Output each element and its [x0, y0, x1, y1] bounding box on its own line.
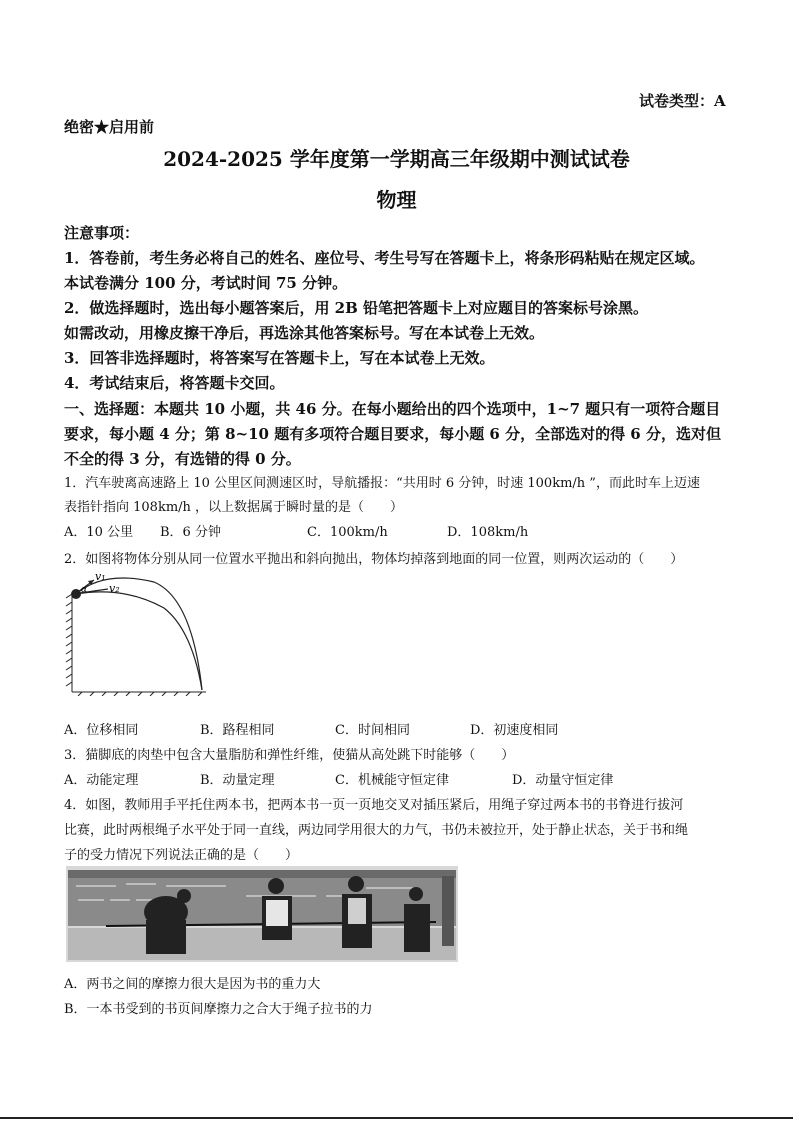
- note-line: 本试卷满分 100 分，考试时间 75 分钟。: [64, 274, 348, 292]
- alpha-label: α: [81, 585, 88, 595]
- projectile-diagram: [64, 568, 214, 696]
- q1-option-a: A．10 公里: [64, 525, 134, 540]
- subject-title: 物理: [376, 188, 417, 212]
- note-line: 如需改动，用橡皮擦干净后，再选涂其他答案标号。写在本试卷上无效。: [64, 324, 545, 342]
- q2-option-a: A．位移相同: [64, 723, 139, 738]
- paper-type: 试卷类型：A: [639, 92, 726, 110]
- q2-option-b: B．路程相同: [200, 723, 275, 738]
- q3-option-c: C．机械能守恒定律: [335, 773, 449, 788]
- note-line: 1．答卷前，考生务必将自己的姓名、座位号、考生号写在答题卡上，将条形码粘贴在规定区域。: [64, 249, 705, 267]
- note-line: 3．回答非选择题时，将答案写在答题卡上，写在本试卷上无效。: [64, 349, 495, 367]
- v2-label: v₂: [109, 582, 120, 595]
- q4-line: 4．如图，教师用手平托住两本书，把两本书一页一页地交叉对插压紧后，用绳子穿过两本书的书脊进行拔河: [64, 798, 684, 813]
- q2-option-c: C．时间相同: [335, 723, 410, 738]
- q1-line: 1．汽车驶离高速路上 10 公里区间测速区时，导航播报：“共用时 6 分钟，时速 100km/h ”，而此时车上迈速: [64, 476, 700, 491]
- q1-option-d: D．108km/h: [447, 525, 529, 540]
- note-line: 2．做选择题时，选出每小题答案后，用 2B 铅笔把答题卡上对应题目的答案标号涂黑。: [64, 299, 649, 317]
- q3-option-b: B．动量定理: [200, 773, 275, 788]
- confidential-label: 绝密★启用前: [64, 118, 155, 136]
- q4-line: 比赛，此时两根绳子水平处于同一直线，两边同学用很大的力气，书仍未被拉开，处于静止状态，关于书和绳: [64, 823, 689, 838]
- q3-option-a: A．动能定理: [64, 773, 139, 788]
- q2-line: 2．如图将物体分别从同一位置水平抛出和斜向抛出，物体均掉落到地面的同一位置，则两次运动的（ ）: [64, 552, 684, 567]
- q2-option-d: D．初速度相同: [470, 723, 559, 738]
- q4-option-a: A．两书之间的摩擦力很大是因为书的重力大: [64, 977, 321, 992]
- q4-line: 子的受力情况下列说法正确的是（ ）: [64, 848, 299, 863]
- section-line: 要求，每小题 4 分；第 8~10 题有多项符合题目要求，每小题 6 分，全部选对的得 6 分，选对但: [64, 425, 721, 443]
- q1-option-c: C．100km/h: [307, 525, 388, 540]
- v1-label: v₁: [95, 570, 106, 583]
- q3-option-d: D．动量守恒定律: [512, 773, 614, 788]
- section-line: 一、选择题：本题共 10 小题，共 46 分。在每小题给出的四个选项中，1~7 题只有一项符合题目: [64, 400, 721, 418]
- q1-line: 表指针指向 108km/h ，以上数据属于瞬时量的是（ ）: [64, 500, 404, 515]
- section-line: 不全的得 3 分，有选错的得 0 分。: [64, 450, 301, 468]
- note-line: 4．考试结束后，将答题卡交回。: [64, 374, 285, 392]
- q1-option-b: B．6 分钟: [160, 525, 221, 540]
- notes-heading: 注意事项：: [64, 224, 140, 242]
- exam-title: 2024-2025 学年度第一学期高三年级期中测试试卷: [163, 147, 630, 171]
- page-bottom-divider: [0, 1117, 793, 1119]
- q3-line: 3．猫脚底的肉垫中包含大量脂肪和弹性纤维，使猫从高处跳下时能够（ ）: [64, 748, 515, 763]
- q4-option-b: B．一本书受到的书页间摩擦力之合大于绳子拉书的力: [64, 1002, 373, 1017]
- tug-of-war-photo: [66, 866, 458, 962]
